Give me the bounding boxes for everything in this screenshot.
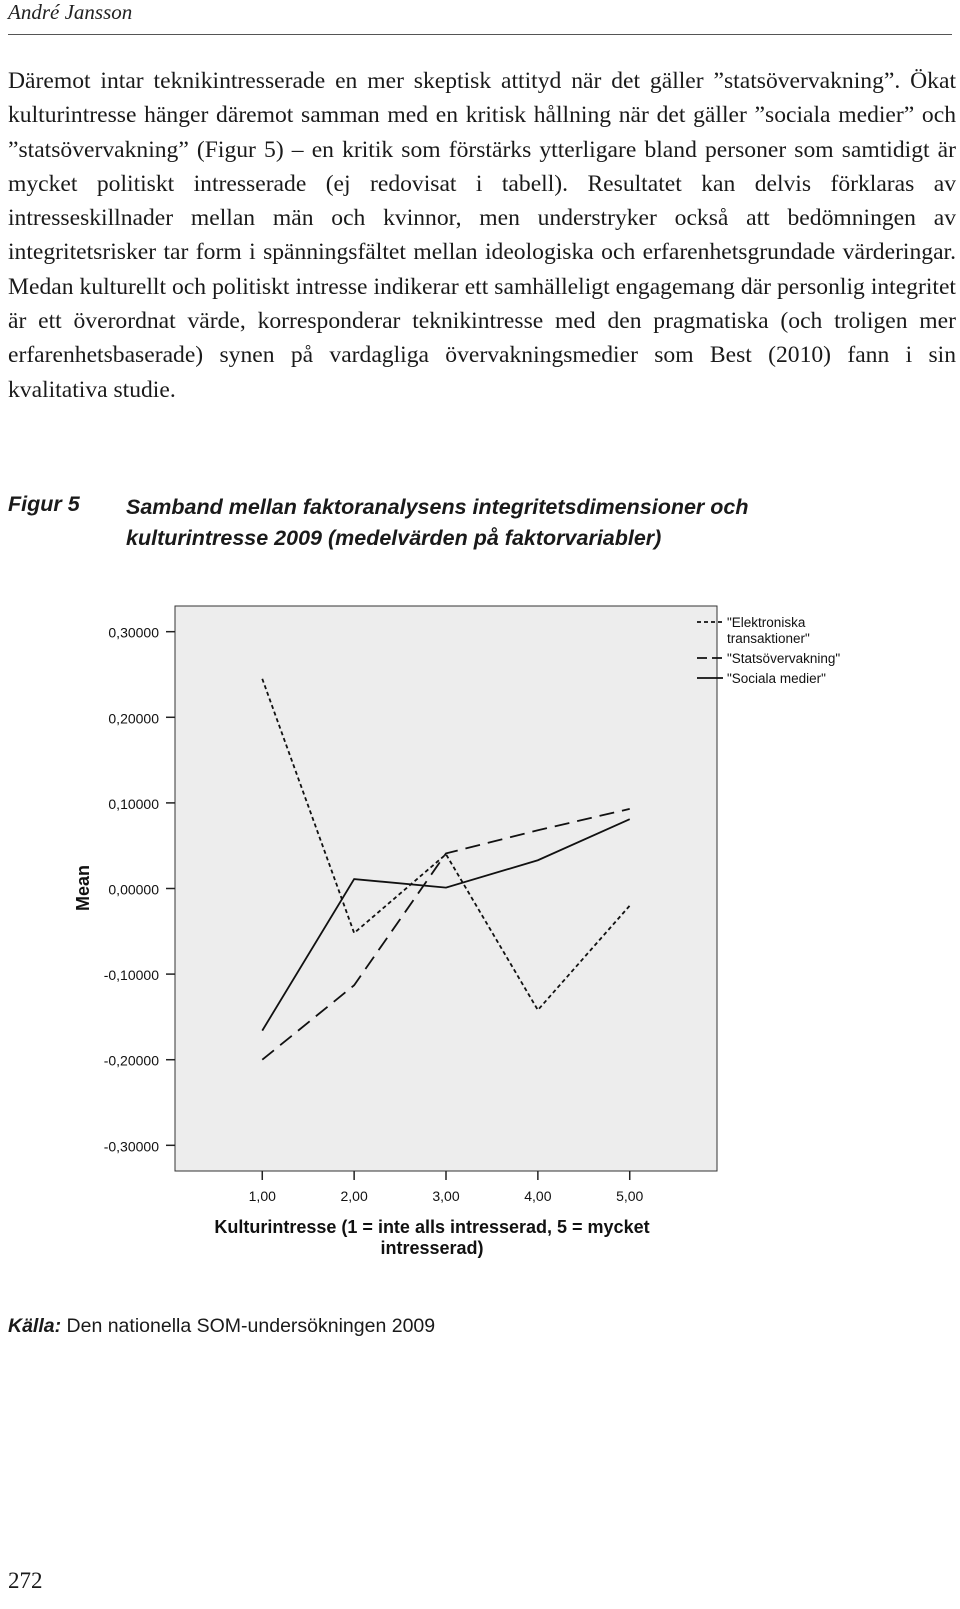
legend bbox=[697, 615, 840, 686]
x-tick-label: 3,00 bbox=[432, 1188, 460, 1204]
source-label: Källa: bbox=[8, 1315, 62, 1337]
y-tick-label: -0,10000 bbox=[103, 967, 159, 984]
legend-label: "Sociala medier" bbox=[727, 671, 826, 686]
y-tick-label: 0,20000 bbox=[108, 710, 159, 727]
y-axis-title: Mean bbox=[73, 864, 93, 912]
x-tick-label: 1,00 bbox=[248, 1188, 276, 1204]
line-chart bbox=[0, 560, 960, 1280]
legend-label: transaktioner" bbox=[727, 631, 810, 646]
legend-label: "Statsövervakning" bbox=[727, 651, 841, 666]
figure-label: Figur 5 bbox=[8, 492, 80, 516]
x-tick-label: 2,00 bbox=[340, 1188, 368, 1204]
x-axis-title-line-2: intresserad) bbox=[380, 1238, 484, 1258]
header-rule bbox=[8, 34, 952, 35]
y-tick-label: -0,30000 bbox=[103, 1138, 159, 1155]
body-paragraph: Däremot intar teknikintresserade en mer skeptisk attityd när det gäller ”statsövervakning”. Ökat kulturintresse hänger däremot samman med en kritisk hållning när det gäller ”sociala medier” och ”statsövervakning” (Figur 5) – en kritik som förstärks ytterligare bland personer som samtidigt är mycket politiskt intresserade (ej redovisat i tabell). Resultatet kan delvis förklaras av intresseskillnader mellan män och kvinnor, men understryker också att bedömningen av integritetsrisker tar form i spänningsfältet mellan ideologiska och erfarenhetsgrundade värderingar. Medan kulturellt och politiskt intresse indikerar ett samhälleligt engagemang där personlig integritet är ett överordnat värde, korresponderar teknikintresse med den pragmatiska (och troligen mer erfarenhetsbaserade) synen på vardagliga övervakningsmedier som Best (2010) fann i sin kvalitativa studie. bbox=[8, 68, 956, 403]
x-tick-label: 4,00 bbox=[524, 1188, 552, 1204]
source-text: Den nationella SOM-undersökningen 2009 bbox=[61, 1315, 436, 1337]
source-note bbox=[8, 1315, 435, 1338]
y-tick-label: 0,30000 bbox=[108, 624, 159, 641]
y-tick-label: 0,00000 bbox=[108, 881, 159, 898]
y-tick-label: -0,20000 bbox=[103, 1052, 159, 1069]
running-head-author: André Jansson bbox=[8, 0, 133, 24]
figure-title: Samband mellan faktoranalysens integritetsdimensioner och kulturintresse 2009 (medelvärden på faktorvariabler) bbox=[126, 495, 749, 550]
x-tick-label: 5,00 bbox=[616, 1188, 644, 1204]
x-axis-title: Kulturintresse (1 = inte alls intresserad, 5 = mycket bbox=[214, 1217, 650, 1237]
page-number: 272 bbox=[8, 1568, 43, 1593]
y-axis bbox=[104, 625, 175, 1155]
x-axis bbox=[249, 1171, 644, 1204]
y-tick-label: 0,10000 bbox=[108, 795, 159, 812]
legend-label: "Elektroniska bbox=[727, 615, 806, 630]
